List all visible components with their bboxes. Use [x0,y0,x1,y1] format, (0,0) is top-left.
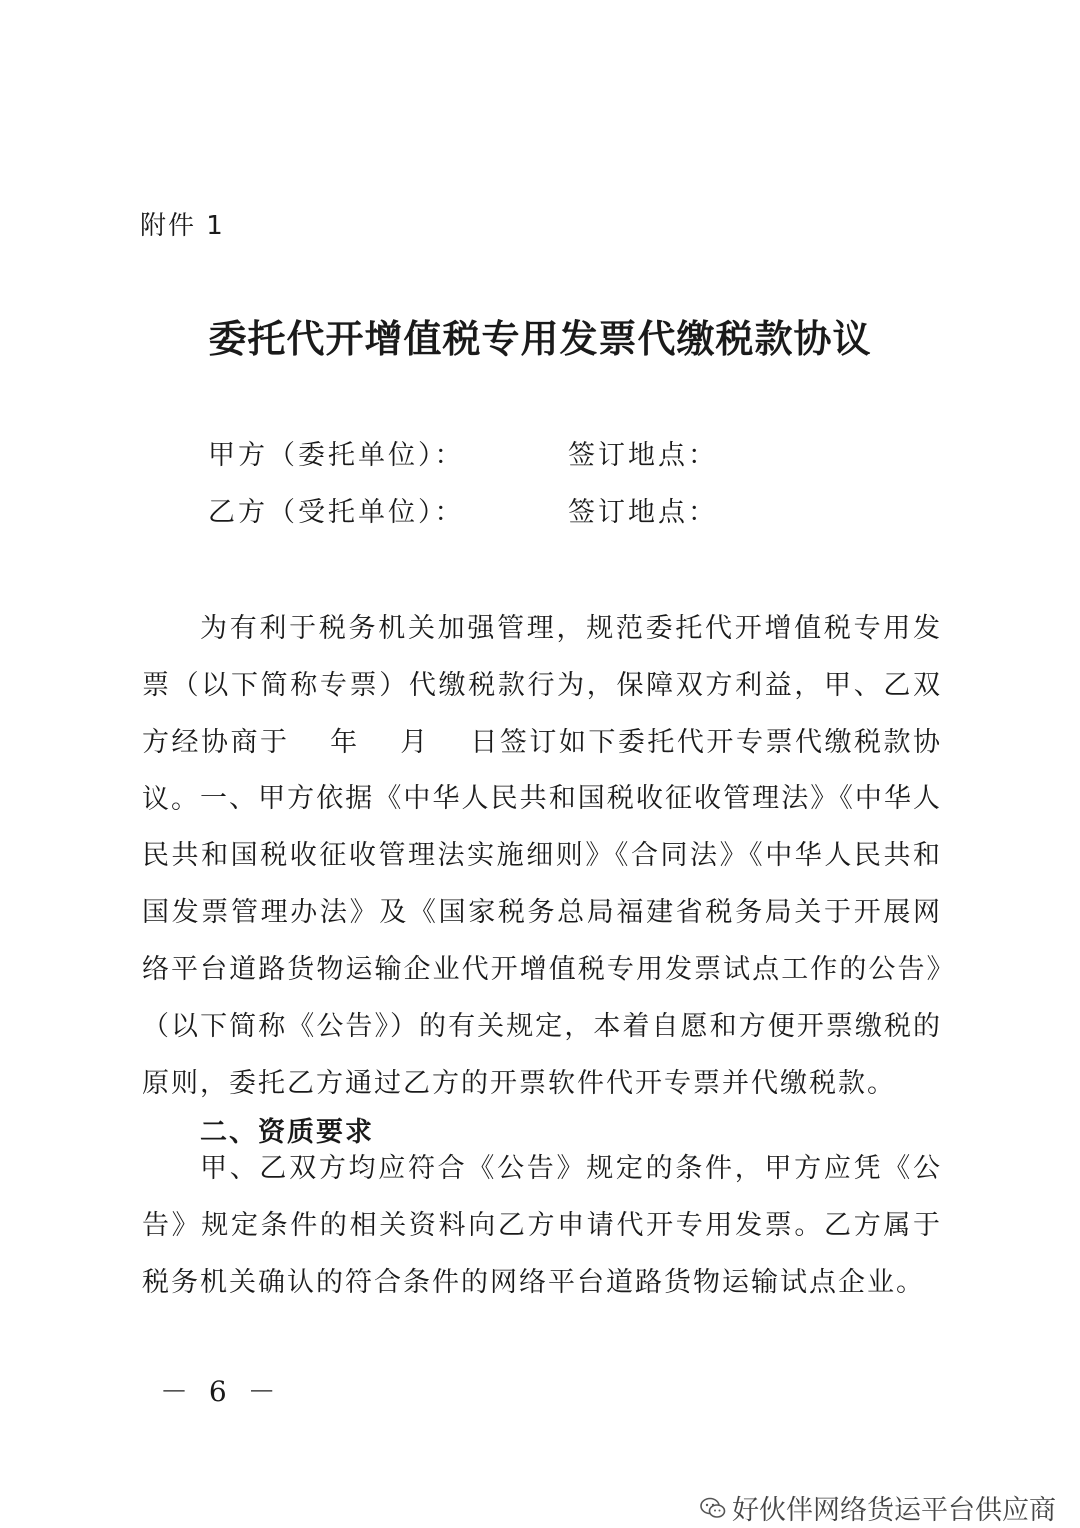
watermark-text: 好伙伴网络货运平台供应商 [732,1495,1056,1526]
party-b-label: 乙方（受托单位）： [208,497,465,528]
clause-2-heading: 二、资质要求 [200,1117,374,1148]
party-row-a [208,433,908,473]
attachment-label: 附件 1 [140,211,225,241]
intro-paragraph: 为有利于税务机关加强管理，规范委托代开增值税专用发票（以下简称专票）代缴税款行为，保障双方利益，甲、乙双方经协商于 年 月 日签订如下委托代开专票代缴税款协议。 [142,613,942,815]
party-b-location-label: 签订地点： [568,497,718,528]
wechat-icon [700,1497,726,1519]
party-a-label: 甲方（委托单位）： [208,440,465,471]
page-number: － 6 － [160,1375,282,1408]
clause-1-paragraph: 一、甲方依据《中华人民共和国税收征收管理法》《中华人民共和国税收征收管理法实施细则》《合同法》《中华人民共和国发票管理办法》及《国家税务总局福建省税务局关于开展网络平台道路货物运输企业代开增值税专用发票试点工作的公告》（以下简称《公告》）的有关规定，本着自愿和方便开票缴税的原则，委托乙方通过乙方的开票软件代开专票并代缴税款。 [142,783,942,1099]
party-row-b [208,490,908,530]
party-a-location-label: 签订地点： [568,440,718,471]
clause-2-paragraph: 甲、乙双方均应符合《公告》规定的条件，甲方应凭《公告》规定条件的相关资料向乙方申请代开专用发票。乙方属于税务机关确认的符合条件的网络平台道路货物运输试点企业。 [142,1153,942,1298]
document-title: 委托代开增值税专用发票代缴税款协议 [208,317,872,361]
watermark [700,1488,1056,1527]
